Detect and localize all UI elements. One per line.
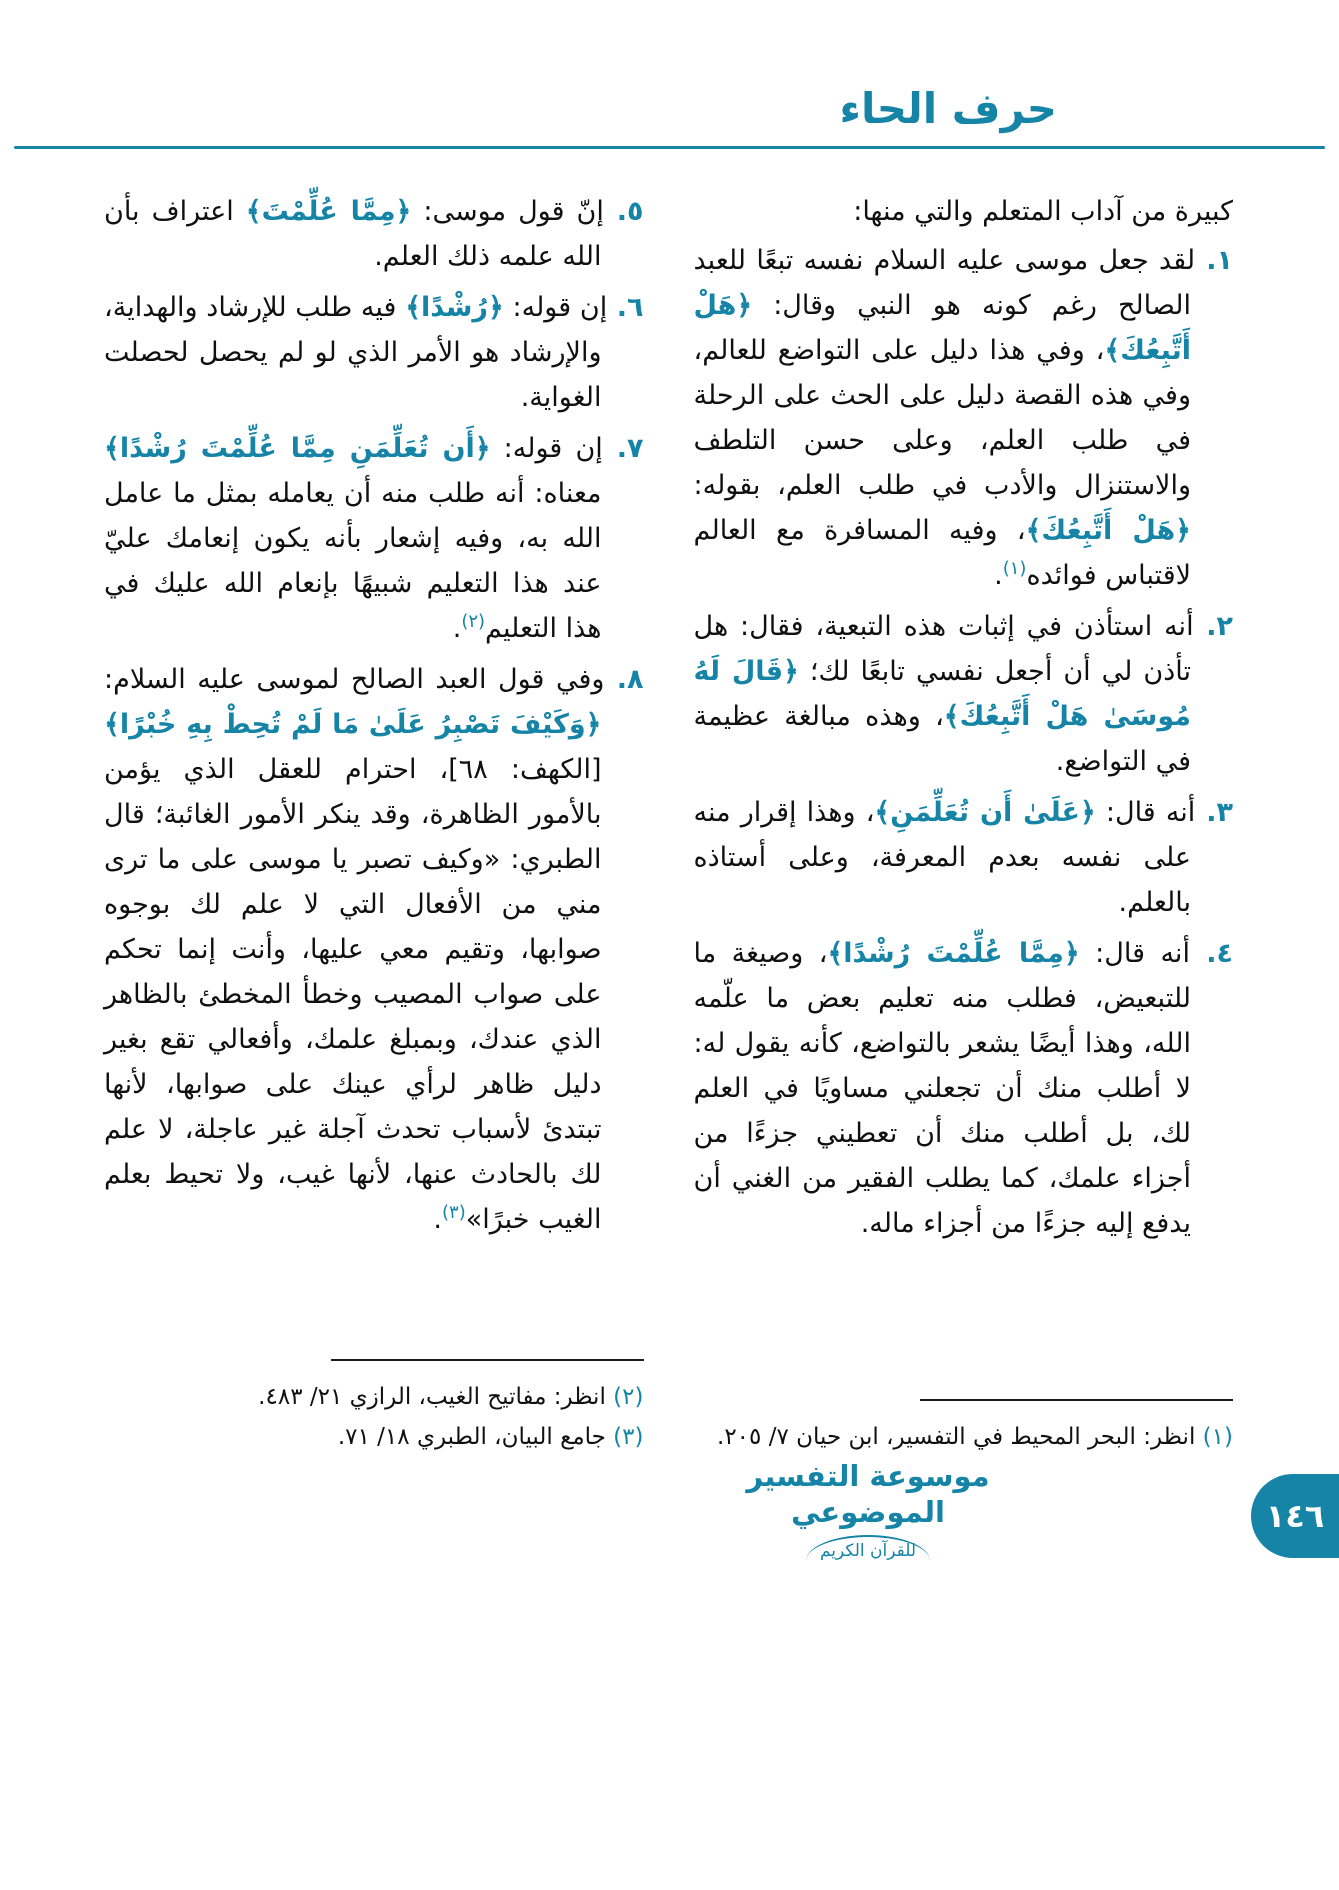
numbered-item xyxy=(694,238,1234,598)
body-text: . xyxy=(433,1204,442,1236)
numbered-item xyxy=(694,931,1234,1246)
footnote-text: جامع البيان، الطبري ١٨/ ٧١. xyxy=(337,1424,606,1451)
footnote-ref: (١) xyxy=(1002,558,1027,580)
right-footnote-block xyxy=(694,1399,1234,1461)
quran-quote: ﴿أَن تُعَلِّمَنِ مِمَّا عُلِّمْتَ رُشْدًا﴾ xyxy=(104,433,491,465)
body-text: أنه قال: xyxy=(1079,938,1190,970)
item-number: ٦. xyxy=(607,292,644,324)
footnote-number: (٢) xyxy=(605,1384,644,1411)
body-text: أنه استأذن في إثبات هذه التبعية، فقال: هل تأذن لي أن أجعل نفسي تابعًا لك؛ xyxy=(693,611,1194,688)
item-number: ٨. xyxy=(604,664,644,696)
footnote-number: (١) xyxy=(1195,1424,1233,1451)
body-text: ، وفيه المسافرة مع العالم لاقتباس فوائده xyxy=(693,515,1191,592)
body-text: ، وهذه مبالغة عظيمة في التواضع. xyxy=(693,701,1191,778)
left-column xyxy=(104,189,644,1461)
numbered-item xyxy=(104,426,644,651)
body-text: إن قوله: xyxy=(490,433,603,465)
numbered-item xyxy=(104,285,644,420)
body-text: [الكهف: ٦٨]، احترام للعقل الذي يؤمن بالأمور الظاهرة، وقد ينكر الأمور الغائبة؛ قال الطبري: «وكيف تصبر يا موسى على ما ترى مني من الأفعال التي لا علم لك بوجوه صوابها، وتقيم معي عليها، وأنت إنما تحكم على صواب المصيب وخطأ المخطئ بالظاهر الذي عندك، وبمبلغ علمك، وأفعالي تقع بغير دليل ظاهر لرأي عينك على صوابها، لأنها تبتدئ لأسباب تحدث آجلة غير عاجلة، لا علم لك بالحادث عنها، لأنها غيب، ولا تحيط بعلم الغيب خبرًا» xyxy=(104,754,602,1236)
body-text: إن قوله: xyxy=(503,292,608,324)
left-footnote-block xyxy=(104,1359,644,1461)
body-text: ، وهذا إقرار منه على نفسه بعدم المعرفة، وعلى أستاذه بالعلم. xyxy=(693,797,1191,919)
footnote-separator xyxy=(920,1399,1233,1401)
body-text: ، وفي هذا دليل على التواضع للعالم، وفي هذه القصة دليل على الحث على الرحلة في طلب العلم، وعلى حسن التلطف والاستنزال والأدب في طلب العلم، بقوله: xyxy=(693,335,1191,502)
body-text: لقد جعل موسى عليه السلام نفسه تبعًا للعبد الصالح رغم كونه هو النبي وقال: xyxy=(693,245,1196,322)
publisher-emblem-title: موسوعة التفسير الموضوعي xyxy=(746,1459,990,1530)
body-text: معناه: أنه طلب منه أن يعامله بمثل ما عامل الله به، وفيه إشعار بأنه يكون إنعامك عليّ عند هذا التعليم شبيهًا بإنعام الله عليك في هذا التعليم xyxy=(104,478,602,645)
page-header xyxy=(0,0,1339,149)
item-number: ٥. xyxy=(603,196,644,228)
body-text: إنّ قول موسى: xyxy=(411,196,604,228)
footnote xyxy=(104,1417,644,1457)
numbered-item xyxy=(694,790,1234,925)
quran-quote: ﴿قَالَ لَهُ مُوسَىٰ هَلْ أَتَّبِعُكَ﴾ xyxy=(693,656,1191,733)
footnote-text: انظر: مفاتيح الغيب، الرازي ٢١/ ٤٨٣. xyxy=(258,1384,606,1411)
right-column xyxy=(694,189,1234,1461)
quran-quote: ﴿هَلْ أَتَّبِعُكَ﴾ xyxy=(1025,515,1191,547)
footnote xyxy=(104,1377,644,1417)
numbered-item xyxy=(104,657,644,1242)
right-column-footnotes xyxy=(694,1417,1234,1457)
numbered-item xyxy=(104,189,644,279)
footnote-ref: (٣) xyxy=(442,1202,466,1224)
body-text: . xyxy=(994,560,1003,592)
intro-line: كبيرة من آداب المتعلم والتي منها: xyxy=(853,196,1233,228)
body-text: فيه طلب للإرشاد والهداية، والإرشاد هو الأمر الذي لو لم يحصل لحصلت الغواية. xyxy=(104,292,602,414)
quran-quote: ﴿عَلَىٰ أَن تُعَلِّمَنِ﴾ xyxy=(874,797,1096,829)
left-column-items xyxy=(104,189,644,1248)
footnote-text: انظر: البحر المحيط في التفسير، ابن حيان ٧/ ٢٠٥. xyxy=(717,1424,1196,1451)
publisher-emblem xyxy=(743,1458,993,1561)
body-text: وفي قول العبد الصالح لموسى عليه السلام: xyxy=(104,664,605,696)
left-column-footnotes xyxy=(104,1377,644,1457)
item-number: ٤. xyxy=(1189,938,1233,970)
body-text: أنه قال: xyxy=(1095,797,1196,829)
right-column-items xyxy=(694,238,1234,1252)
page-number: ١٤٦ xyxy=(1265,1497,1325,1535)
quran-quote: ﴿مِمَّا عُلِّمْتَ﴾ xyxy=(245,196,412,228)
page-number-tab xyxy=(1251,1474,1339,1558)
body-text: . xyxy=(452,613,462,645)
body-text: ، وصيغة ما للتبعيض، فطلب منه تعليم بعض ما علّمه الله، وهذا أيضًا يشعر بالتواضع، كأنه يقول له: لا أطلب منك أن تجعلني مساويًا في العلم لك، بل أطلب منك أن تعطيني جزءًا من أجزاء علمك، كما يطلب الفقير من الغني أن يدفع إليه جزءًا من أجزاء ماله. xyxy=(693,938,1191,1240)
body-text: اعتراف بأن الله علمه ذلك العلم. xyxy=(104,196,602,273)
chapter-heading: حرف الحاء xyxy=(839,84,1057,133)
quran-quote: ﴿هَلْ أَتَّبِعُكَ﴾ xyxy=(693,290,1191,367)
footnote-separator xyxy=(331,1359,644,1361)
page-body xyxy=(0,149,1339,1461)
footnote-ref: (٢) xyxy=(461,611,486,633)
quran-quote: ﴿وَكَيْفَ تَصْبِرُ عَلَىٰ مَا لَمْ تُحِطْ بِهِ خُبْرًا﴾ xyxy=(104,709,602,741)
numbered-item xyxy=(694,604,1234,784)
publisher-emblem-subtitle: للقرآن الكريم xyxy=(806,1535,930,1561)
footnote xyxy=(694,1417,1234,1457)
item-number: ١. xyxy=(1195,245,1233,277)
item-number: ٢. xyxy=(1193,611,1233,643)
item-number: ٣. xyxy=(1195,797,1233,829)
quran-quote: ﴿مِمَّا عُلِّمْتَ رُشْدًا﴾ xyxy=(827,938,1080,970)
footnote-number: (٣) xyxy=(605,1424,644,1451)
quran-quote: ﴿رُشْدًا﴾ xyxy=(405,292,504,324)
item-number: ٧. xyxy=(602,433,644,465)
